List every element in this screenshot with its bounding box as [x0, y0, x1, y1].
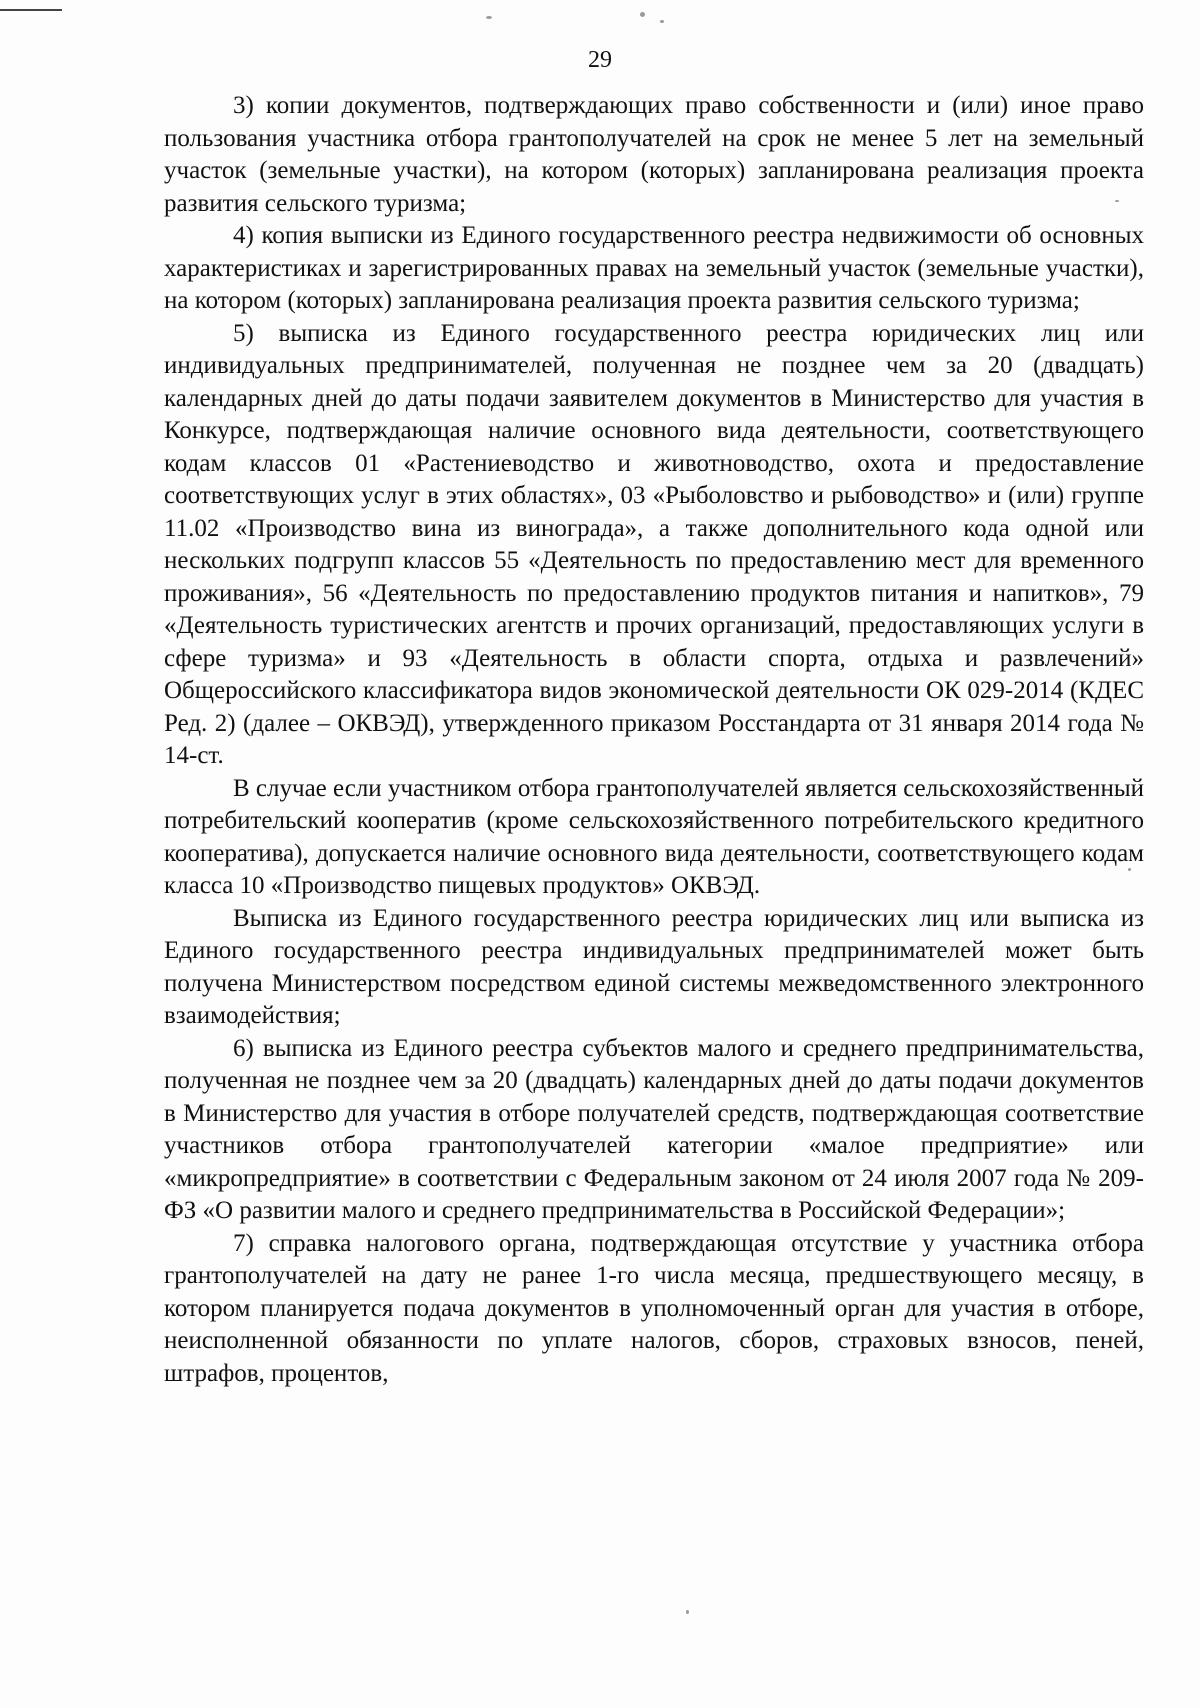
paragraph-extract-note: Выписка из Единого государственного реестра юридических лиц или выписка из Единого государственного реестра индивидуальных предпринимателей может быть получена Министерством посредством единой системы межведомственного электронного взаимодействия; [164, 904, 1144, 1029]
scan-speck [660, 20, 664, 23]
scan-speck [686, 1610, 689, 1614]
paragraph-item-3: 3) копии документов, подтверждающих право собственности и (или) иное право пользования участника отбора грантополучателей на срок не менее 5 лет на земельный участок (земельные участки), на котором (которых) запланирована реализация проекта развития сельского туризма; [164, 92, 1144, 217]
page-number: 29 [588, 47, 612, 73]
document-body [164, 90, 1144, 1390]
paragraph-item-4: 4) копия выписки из Единого государственного реестра недвижимости об основных характеристиках и зарегистрированных правах на земельный участок (земельные участки), на котором (которых) запланирована реализация проекта развития сельского туризма; [164, 222, 1144, 314]
scan-edge-line [0, 9, 62, 11]
paragraph-item-5: 5) выписка из Единого государственного реестра юридических лиц или индивидуальных предпринимателей, полученная не позднее чем за 20 (двадцать) календарных дней до даты подачи заявителем документов в Министерство для участия в Конкурсе, подтверждающая наличие основного вида деятельности, соответствующего кодам классов 01 «Растениеводство и животноводство, охота и предоставление соответствующих услуг в этих областях», 03 «Рыболовство и рыбоводство» и (или) группе 11.02 «Производство вина из винограда», а также дополнительного кода одной или нескольких подгрупп классов 55 «Деятельность по предоставлению мест для временного проживания», 56 «Деятельность по предоставлению продуктов питания и напитков», 79 «Деятельность туристических агентств и прочих организаций, предоставляющих услуги в сфере туризма» и 93 «Деятельность в области спорта, отдыха и развлечений» Общероссийского классификатора видов экономической деятельности ОК 029-2014 (КДЕС Ред. 2) (далее – ОКВЭД), утвержденного приказом Росстандарта от 31 января 2014 года № 14-ст. [164, 319, 1144, 769]
paragraph-item-7: 7) справка налогового органа, подтверждающая отсутствие у участника отбора грантополучателей на дату не ранее 1-го числа месяца, предшествующего месяцу, в котором планируется подача документов в уполномоченный орган для участия в отборе, неисполненной обязанности по уплате налогов, сборов, страховых взносов, пеней, штрафов, процентов, [164, 1229, 1144, 1387]
paragraph-cooperative-case: В случае если участником отбора грантополучателей является сельскохозяйственный потребительский кооператив (кроме сельскохозяйственного потребительского кредитного кооператива), допускается наличие основного вида деятельности, соответствующего кодам класса 10 «Производство пищевых продуктов» ОКВЭД. [164, 774, 1144, 899]
scan-speck [640, 12, 645, 17]
paragraph-item-6: 6) выписка из Единого реестра субъектов малого и среднего предпринимательства, полученная не позднее чем за 20 (двадцать) календарных дней до даты подачи документов в Министерство для участия в отборе получателей средств, подтверждающая соответствие участников отбора грантополучателей категории «малое предприятие» или «микропредприятие» в соответствии с Федеральным законом от 24 июля 2007 года № 209-ФЗ «О развитии малого и среднего предпринимательства в Российской Федерации»; [164, 1034, 1144, 1224]
scan-speck [486, 16, 492, 19]
